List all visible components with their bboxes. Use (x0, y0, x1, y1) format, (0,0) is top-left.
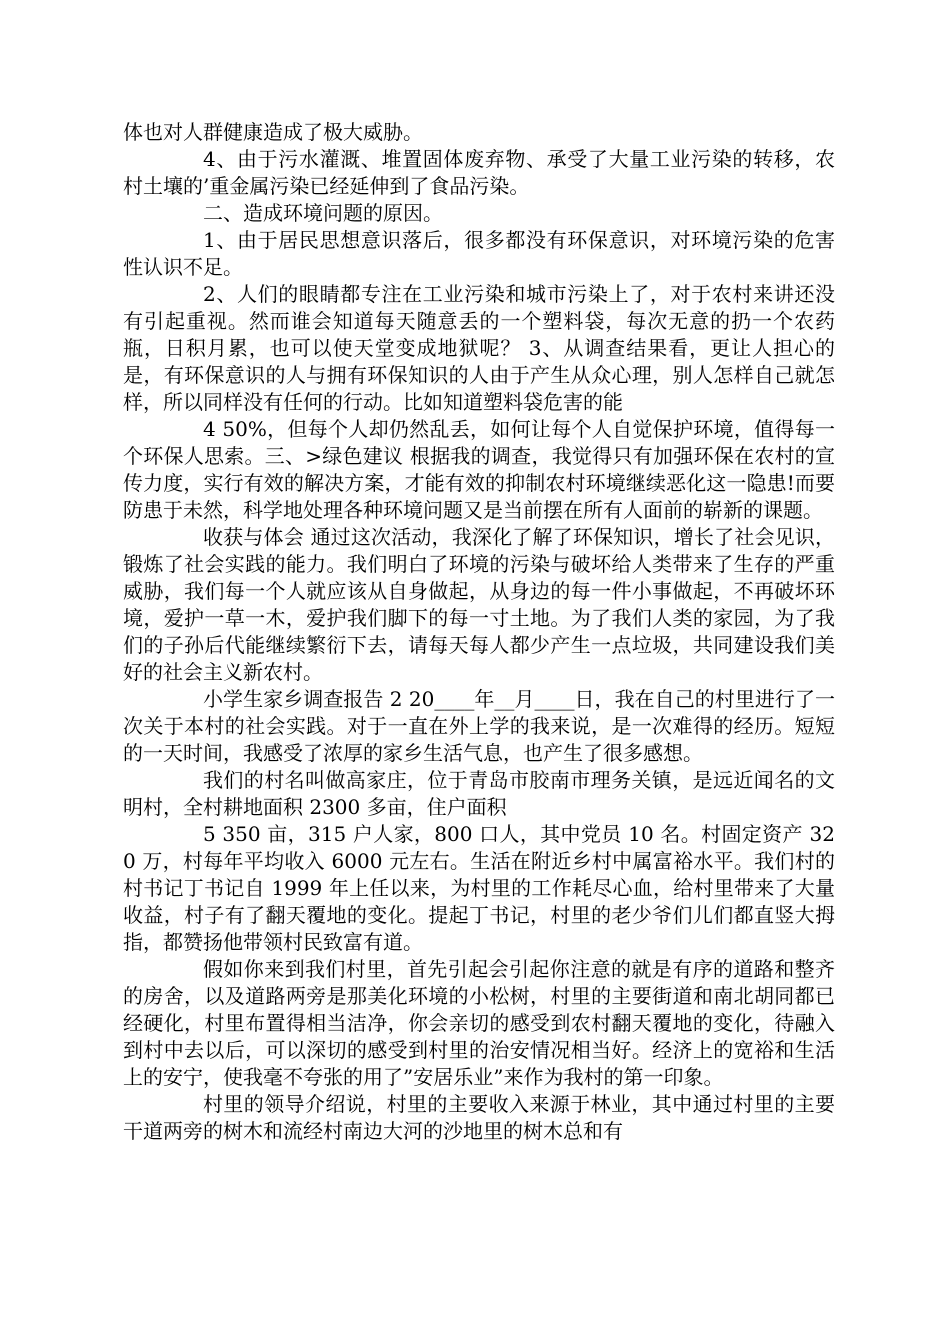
document-body (123, 119, 835, 1145)
paragraph: 2、人们的眼睛都专注在工业污染和城市污染上了，对于农村来讲还没有引起重视。然而谁会知道每天随意丢的一个塑料袋，每次无意的扔一个农药瓶，日积月累，也可以使天堂变成地狱呢？ 3、从调查结果看，更让人担心的是，有环保意识的人与拥有环保知识的人由于产生从众心理，别人怎样自己就怎样，所以同样没有任何的行动。比如知道塑料袋危害的能 (123, 282, 835, 414)
paragraph: 村里的领导介绍说，村里的主要收入来源于林业，其中通过村里的主要干道两旁的树木和流经村南边大河的沙地里的树木总和有 (123, 1092, 835, 1143)
paragraph: 5 350 亩，315 户人家，800 口人，其中党员 10 名。村固定资产 320 万，村每年平均收入 6000 元左右。生活在附近乡村中属富裕水平。我们村的村书记丁书记自 1999 年上任以来，为村里的工作耗尽心血，给村里带来了大量收益，村子有了翻天覆地的变化。提起丁书记，村里的老少爷们儿们都直竖大拇指，都赞扬他带领村民致富有道。 (123, 822, 835, 954)
paragraph: 假如你来到我们村里，首先引起会引起你注意的就是有序的道路和整齐的房舍，以及道路两旁是那美化环境的小松树，村里的主要街道和南北胡同都已经硬化，村里布置得相当洁净，你会亲切的感受到农村翻天覆地的变化，待融入到村中去以后，可以深切的感受到村里的治安情况相当好。经济上的宽裕和生活上的安宁，使我毫不夸张的用了”安居乐业”来作为我村的第一印象。 (123, 957, 835, 1089)
paragraph: 小学生家乡调查报告 2 20____年__月____日，我在自己的村里进行了一次关于本村的社会实践。对于一直在外上学的我来说，是一次难得的经历。短短的一天时间，我感受了浓厚的家乡生活气息，也产生了很多感想。 (123, 687, 835, 765)
paragraph: 4、由于污水灌溉、堆置固体废弃物、承受了大量工业污染的转移，农村土壤的’重金属污染已经延伸到了食品污染。 (123, 147, 835, 198)
paragraph: 二、造成环境问题的原因。 (203, 201, 443, 225)
paragraph: 我们的村名叫做高家庄，位于青岛市胶南市理务关镇，是远近闻名的文明村，全村耕地面积 2300 多亩，住户面积 (123, 768, 835, 819)
paragraph: 体也对人群健康造成了极大威胁。 (123, 120, 423, 144)
paragraph: 收获与体会 通过这次活动，我深化了解了环保知识，增长了社会见识，锻炼了社会实践的能力。我们明白了环境的污染与破坏给人类带来了生存的严重威胁，我们每一个人就应该从自身做起，从身边的每一件小事做起，不再破坏环境，爱护一草一木，爱护我们脚下的每一寸土地。为了我们人类的家园，为了我们的子孙后代能继续繁衍下去，请每天每人都少产生一点垃圾，共同建设我们美好的社会主义新农村。 (123, 525, 835, 684)
paragraph: 4 50%，但每个人却仍然乱丢，如何让每个人自觉保护环境，值得每一个环保人思索。三、>绿色建议 根据我的调查，我觉得只有加强环保在农村的宣传力度，实行有效的解决方案，才能有效的抑制农村环境继续恶化这一隐患!而要防患于未然，科学地处理各种环境问题又是当前摆在所有人面前的崭新的课题。 (123, 417, 835, 522)
paragraph: 1、由于居民思想意识落后，很多都没有环保意识，对环境污染的危害性认识不足。 (123, 228, 835, 279)
